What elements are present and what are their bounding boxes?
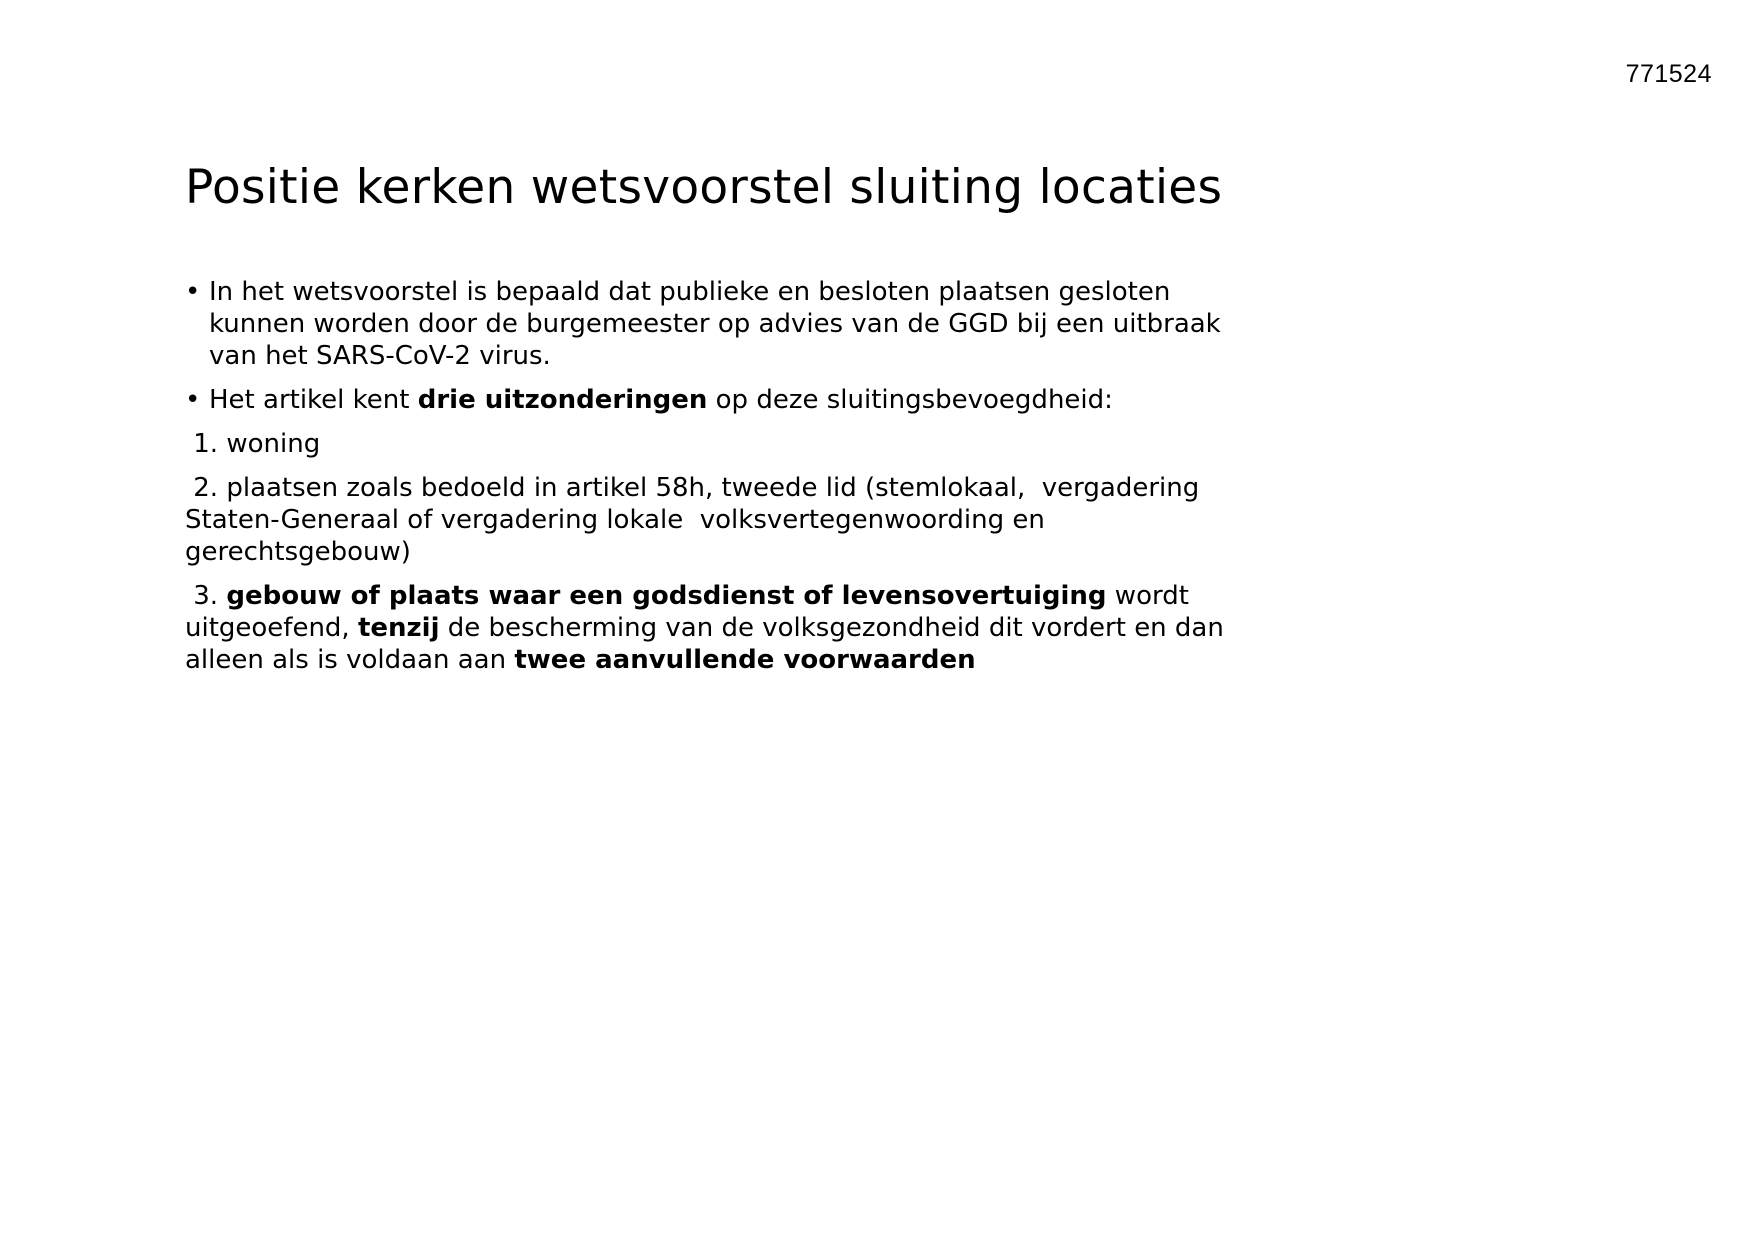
bullet-text-post: op deze sluitingsbevoegdheid:: [707, 385, 1113, 415]
exception-bold-conditions: twee aanvullende voorwaarden: [514, 645, 976, 675]
exception-item-plaatsen: [185, 472, 1265, 568]
bullet-marker: •: [185, 385, 201, 415]
bullet-closing-power: [185, 276, 1265, 372]
slide-body: [185, 276, 1265, 688]
exception-item-woning: [185, 428, 1265, 460]
exception-number: 3.: [185, 581, 227, 611]
exception-bold-building: gebouw of plaats waar een godsdienst of levensovertuiging: [226, 581, 1107, 611]
exception-text-mid: wordt uitgeoefend,: [185, 581, 1198, 643]
bullet-text: In het wetsvoorstel is bepaald dat publieke en besloten plaatsen gesloten kunnen worden door de burgemeester op advies van de GGD bij een uitbraak van het SARS-CoV-2 virus.: [209, 277, 1221, 371]
bullet-text-pre: Het artikel kent: [209, 385, 418, 415]
exception-bold-tenzij: tenzij: [357, 613, 440, 643]
bullet-marker: •: [185, 277, 201, 307]
slide-title: Positie kerken wetsvoorstel sluiting locaties: [185, 160, 1223, 215]
document-number: 771524: [1625, 60, 1712, 88]
exception-item-godsdienst: [185, 580, 1265, 676]
bullet-text-bold: drie uitzonderingen: [417, 385, 708, 415]
bullet-exceptions: [185, 384, 1265, 416]
exception-text: 1. woning: [185, 429, 321, 459]
exception-text: 2. plaatsen zoals bedoeld in artikel 58h, tweede lid (stemlokaal, vergadering Staten-Generaal of vergadering lokale volksvertegenwoording en gerechtsgebouw): [185, 473, 1208, 567]
exception-text-mid: de bescherming van de volksgezondheid dit vordert en dan alleen als is voldaan aan: [185, 613, 1233, 675]
